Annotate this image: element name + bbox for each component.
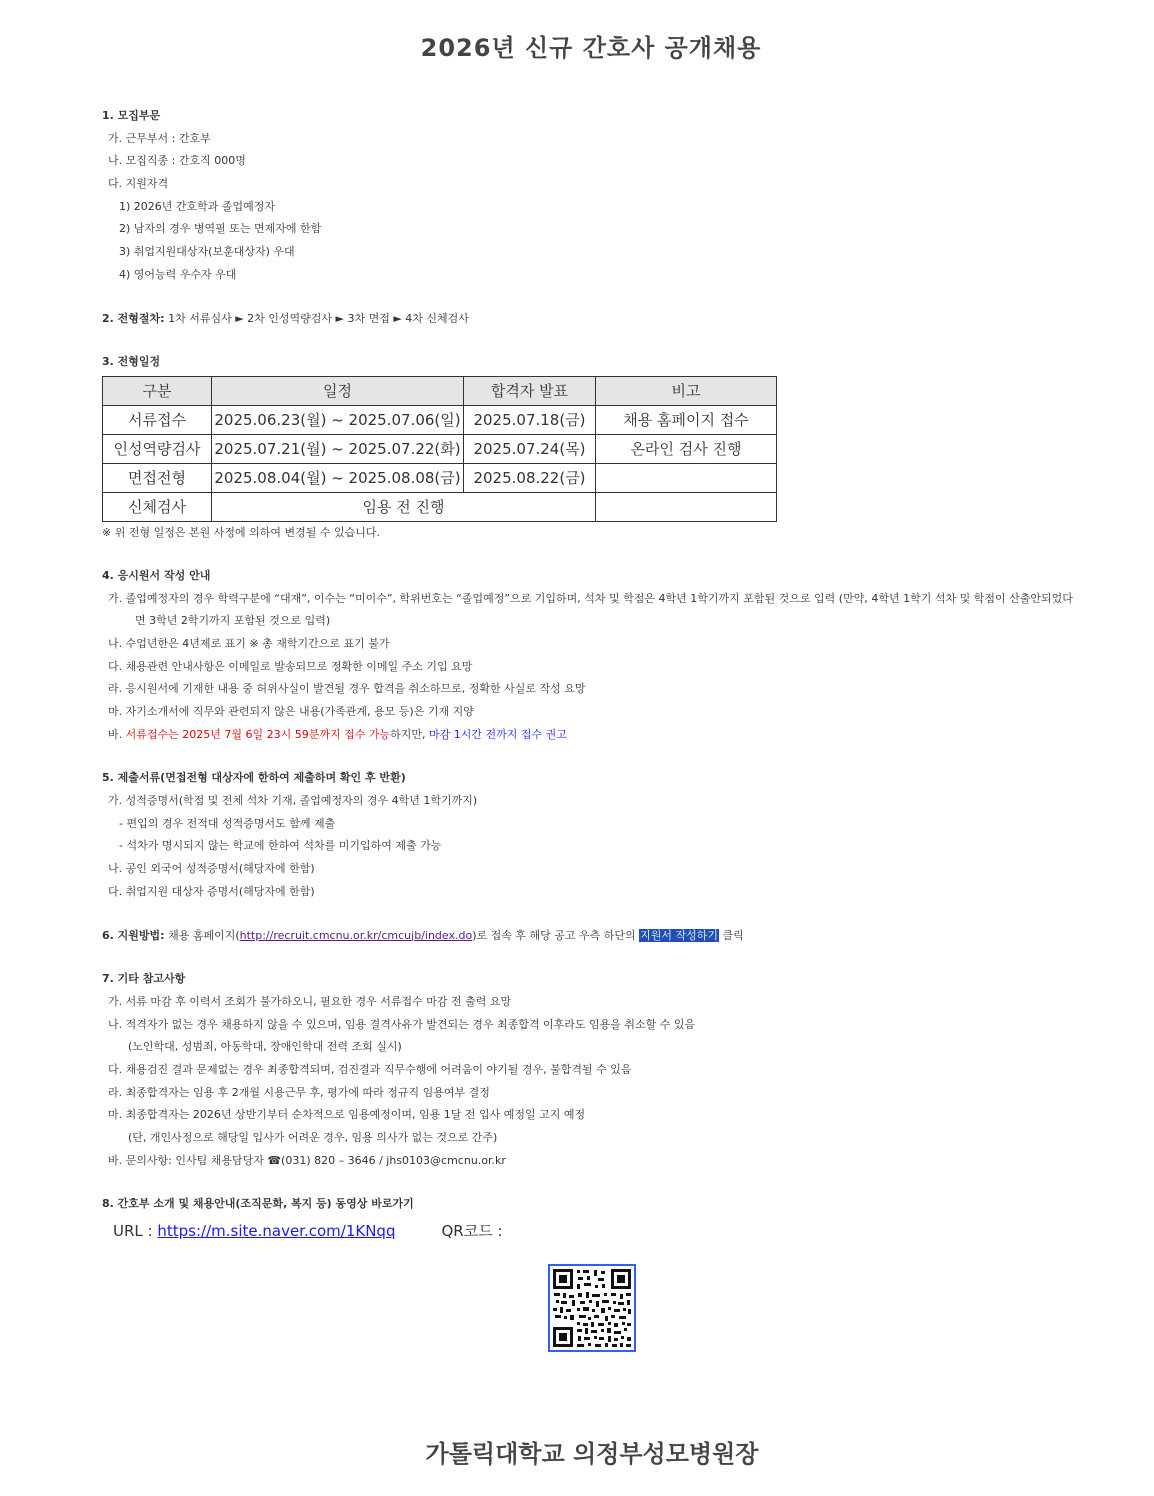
period-cell: 2025.07.21(월) ~ 2025.07.22(화)	[212, 434, 464, 463]
qr-code[interactable]	[548, 1264, 636, 1352]
qualification-item: 3) 취업지원대상자(보훈대상자) 우대	[119, 245, 295, 259]
table-row	[103, 405, 777, 434]
column-header: 일정	[212, 376, 464, 405]
list-item: 가. 근무부서 : 간호부	[108, 131, 211, 145]
table-row	[103, 434, 777, 463]
item-text: )로 접속 후 해당 공고 우측 하단의	[472, 928, 640, 942]
table-header-row	[103, 376, 777, 405]
list-item: 나. 적격자가 없는 경우 채용하지 않을 수 있으며, 임용 결격사유가 발견되는 경우 최종합격 이후라도 임용을 취소할 수 있음	[108, 1017, 696, 1031]
sub-item: - 석차가 명시되지 않는 학교에 한하여 석차를 미기입하여 제출 가능	[119, 839, 442, 853]
video-link-row	[102, 1216, 1102, 1246]
item-text: 채용 홈페이지(	[164, 928, 240, 942]
list-item: 다. 채용검진 결과 문제없는 경우 최종합격되며, 검진결과 직무수행에 어려움이 야기될 경우, 불합격될 수 있음	[108, 1062, 632, 1076]
period-cell: 2025.08.04(월) ~ 2025.08.08(금)	[212, 463, 464, 492]
qr-code-icon	[550, 1266, 634, 1350]
note-cell	[596, 463, 777, 492]
list-item: 라. 응시원서에 기재한 내용 중 허위사실이 발견될 경우 합격을 취소하므로, 정확한 사실로 작성 요망	[108, 682, 586, 696]
list-item: 나. 공인 외국어 성적증명서(해당자에 한함)	[108, 862, 315, 876]
list-item: 다. 취업지원 대상자 증명서(해당자에 한함)	[108, 884, 315, 898]
stage-cell: 인성역량검사	[103, 434, 212, 463]
schedule-table	[102, 376, 777, 522]
section-2-heading: 2. 전형절차:	[102, 311, 165, 325]
item-text: 클릭	[719, 928, 744, 942]
stage-cell: 서류접수	[103, 405, 212, 434]
page-title: 2026년 신규 간호사 공개채용	[420, 34, 762, 62]
deadline-notice: 서류접수는 2025년 7월 6일 23시 59분까지 접수 가능	[125, 727, 391, 741]
item-text: 하지만,	[390, 727, 429, 741]
qualification-item: 4) 영어능력 우수자 우대	[119, 267, 237, 281]
process-steps: 1차 서류심사 ► 2차 인성역량검사 ► 3차 면접 ► 4차 신체검사	[164, 311, 469, 325]
list-item: 마. 최종합격자는 2026년 상반기부터 순차적으로 임용예정이며, 임용 1달 전 입사 예정일 고지 예정	[108, 1108, 586, 1122]
section-8-heading: 8. 간호부 소개 및 채용안내(조직문화, 복지 등) 동영상 바로가기	[102, 1197, 414, 1211]
period-cell: 임용 전 진행	[212, 492, 596, 521]
section-2	[102, 308, 1102, 331]
note-cell	[596, 492, 777, 521]
recruit-homepage-link[interactable]: http://recruit.cmcnu.or.kr/cmcujb/index.do	[239, 928, 473, 942]
contact-item: 바. 문의사항: 인사팀 채용담당자 ☎(031) 820 – 3646 / jhs0103@cmcnu.or.kr	[108, 1153, 506, 1167]
schedule-footnote: ※ 위 전형 일정은 본원 사정에 의하여 변경될 수 있습니다.	[102, 525, 380, 539]
list-item: 가. 성적증명서(학점 및 전체 석차 기재, 졸업예정자의 경우 4학년 1학기까지)	[108, 794, 478, 808]
section-5-heading: 5. 제출서류(면접전형 대상자에 한하여 제출하며 확인 후 반환)	[102, 771, 406, 785]
note-cell: 채용 홈페이지 접수	[596, 405, 777, 434]
column-header: 합격자 발표	[464, 376, 596, 405]
section-6	[102, 925, 1102, 948]
hospital-director-signature: 가톨릭대학교 의정부성모병원장	[425, 1440, 759, 1468]
sub-item: (노인학대, 성범죄, 아동학대, 장애인학대 전력 조회 실시)	[128, 1040, 402, 1054]
list-item-continued: 면 3학년 2학기까지 포함된 것으로 입력)	[135, 614, 331, 628]
list-item: 나. 모집직종 : 간호직 000명	[108, 154, 246, 168]
list-item: 나. 수업년한은 4년제로 표기 ※ 총 재학기간으로 표기 불가	[108, 636, 390, 650]
note-cell: 온라인 검사 진행	[596, 434, 777, 463]
sub-item: - 편입의 경우 전적대 성적증명서도 함께 제출	[119, 816, 336, 830]
period-cell: 2025.06.23(월) ~ 2025.07.06(일)	[212, 405, 464, 434]
qualification-item: 1) 2026년 간호학과 졸업예정자	[119, 199, 276, 213]
section-7-heading: 7. 기타 참고사항	[102, 972, 186, 986]
table-row	[103, 463, 777, 492]
url-label: URL :	[113, 1222, 158, 1241]
announce-cell: 2025.07.24(목)	[464, 434, 596, 463]
column-header: 비고	[596, 376, 777, 405]
section-6-heading: 6. 지원방법:	[102, 928, 165, 942]
stage-cell: 신체검사	[103, 492, 212, 521]
item-prefix: 바.	[108, 727, 126, 741]
video-url-link[interactable]: https://m.site.naver.com/1KNqq	[157, 1222, 396, 1241]
section-3-heading: 3. 전형일정	[102, 355, 161, 369]
notice-content	[102, 105, 1102, 1246]
list-item: 가. 서류 마감 후 이력서 조회가 불가하오니, 필요한 경우 서류접수 마감 전 출력 요망	[108, 994, 512, 1008]
stage-cell: 면접전형	[103, 463, 212, 492]
announce-cell: 2025.07.18(금)	[464, 405, 596, 434]
section-4-heading: 4. 응시원서 작성 안내	[102, 568, 211, 582]
sub-item: (단, 개인사정으로 해당일 입사가 어려운 경우, 임용 의사가 없는 것으로 간주)	[128, 1131, 498, 1144]
list-item: 마. 자기소개서에 직무와 관련되지 않은 내용(가족관계, 용모 등)은 기재 지양	[108, 705, 474, 718]
list-item: 라. 최종합격자는 임용 후 2개월 시용근무 후, 평가에 따라 정규직 임용여부 결정	[108, 1085, 490, 1099]
list-item: 가. 졸업예정자의 경우 학력구분에 “대재”, 이수는 “미이수”, 학위번호는 “졸업예정”으로 기입하며, 석차 및 학점은 4학년 1학기까지 포함된 것으로 입력 (만약, 4학년 1학기 석차 및 학점이 산출안되었다	[108, 591, 1073, 605]
column-header: 구분	[103, 376, 212, 405]
list-item: 다. 채용관련 안내사항은 이메일로 발송되므로 정확한 이메일 주소 기입 요망	[108, 659, 473, 673]
apply-button-highlight: 지원서 작성하기	[640, 928, 718, 942]
qr-label: QR코드 :	[441, 1222, 503, 1241]
section-1-heading: 1. 모집부문	[102, 109, 161, 122]
list-item: 다. 지원자격	[108, 177, 169, 191]
recommendation-notice: 마감 1시간 전까지 접수 권고	[428, 727, 567, 741]
qualification-item: 2) 남자의 경우 병역필 또는 면제자에 한함	[119, 222, 322, 236]
announce-cell: 2025.08.22(금)	[464, 463, 596, 492]
list-item	[102, 724, 1102, 747]
table-row	[103, 492, 777, 521]
